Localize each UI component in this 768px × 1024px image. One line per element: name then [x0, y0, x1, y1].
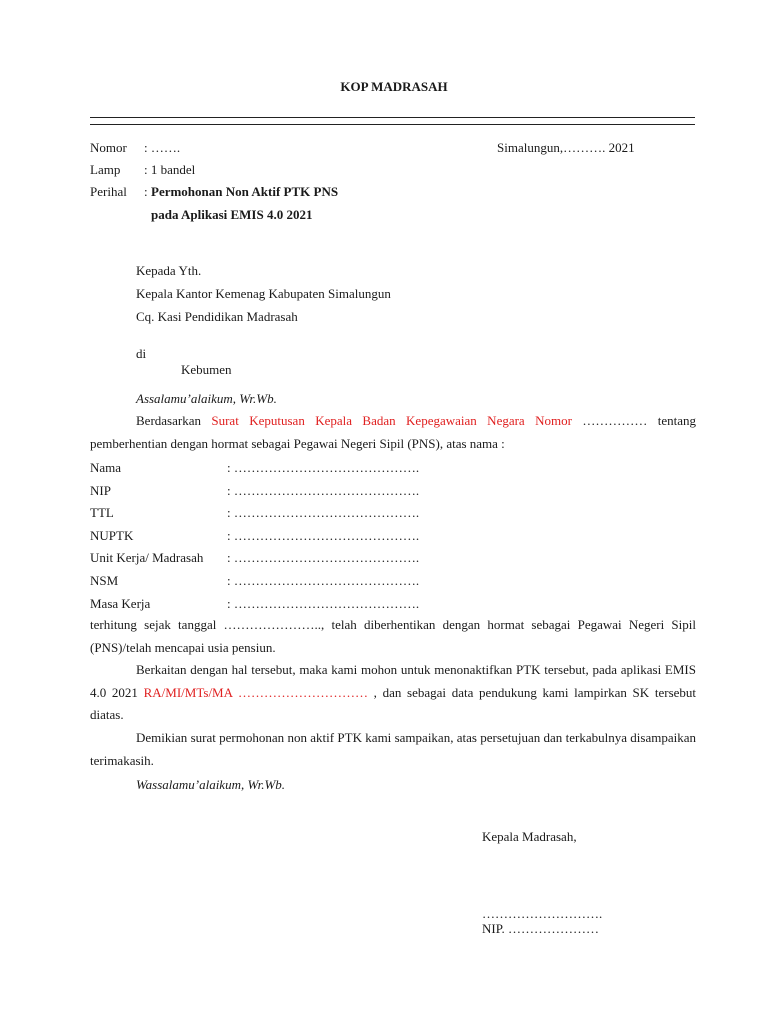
field-value-ttl: : …………………………………….: [227, 505, 420, 520]
field-label-nsm: NSM: [90, 573, 119, 588]
place-date: Simalungun,………. 2021: [497, 140, 635, 155]
recipient-line-3: Cq. Kasi Pendidikan Madrasah: [136, 309, 298, 324]
field-value-nama: : …………………………………….: [227, 460, 420, 475]
recipient-di: di: [136, 346, 147, 361]
signature-nip: NIP. …………………: [482, 921, 600, 936]
p1-rest: tentang pemberhentian dengan hormat sebagai Pegawai Negeri Sipil (PNS), atas nama :: [90, 413, 697, 451]
lamp-label: Lamp: [90, 162, 121, 177]
perihal-colon: :: [144, 184, 148, 199]
p3-dots: …………………………: [237, 684, 368, 700]
lamp-value: : 1 bandel: [144, 162, 196, 177]
field-value-unit-kerja: : …………………………………….: [227, 550, 420, 565]
recipient-line-2: Kepala Kantor Kemenag Kabupaten Simalungun: [136, 286, 391, 301]
paragraph-3: [90, 659, 696, 727]
field-label-masa-kerja: Masa Kerja: [90, 596, 151, 611]
field-label-nuptk: NUPTK: [90, 528, 134, 543]
signature-title: Kepala Madrasah,: [482, 829, 577, 844]
closing-greeting: Wassalamu’alaikum, Wr.Wb.: [136, 777, 286, 792]
field-value-nsm: : …………………………………….: [227, 573, 420, 588]
field-label-ttl: TTL: [90, 505, 114, 520]
letterhead-rule-top: [90, 117, 695, 118]
perihal-label: Perihal: [90, 184, 127, 199]
field-label-nama: Nama: [90, 460, 122, 475]
p3-madrasah-type: RA/MI/MTs/MA: [143, 684, 233, 700]
field-value-nuptk: : …………………………………….: [227, 528, 420, 543]
field-value-masa-kerja: : …………………………………….: [227, 596, 420, 611]
paragraph-1: [90, 410, 696, 455]
field-label-unit-kerja: Unit Kerja/ Madrasah: [90, 550, 204, 565]
perihal-line-1: Permohonan Non Aktif PTK PNS: [151, 184, 339, 199]
field-value-nip: : …………………………………….: [227, 483, 420, 498]
p1-dots: ……………: [582, 413, 648, 428]
p1-reference: Surat Keputusan Kepala Badan Kepegawaian Negara Nomor: [211, 413, 572, 428]
greeting: Assalamu’alaikum, Wr.Wb.: [136, 391, 277, 406]
recipient-line-1: Kepada Yth.: [136, 263, 202, 278]
letterhead-rule-bottom: [90, 124, 695, 125]
letterhead-title: KOP MADRASAH: [340, 79, 448, 94]
p1-start: Berdasarkan: [136, 413, 201, 428]
recipient-city: Kebumen: [181, 362, 232, 377]
signature-name-dots: ……………………….: [482, 906, 603, 921]
p3-end: , dan sebagai data pendukung kami lampirkan SK tersebut diatas.: [90, 684, 697, 722]
paragraph-4: Demikian surat permohonan non aktif PTK kami sampaikan, atas persetujuan dan terkabulnya disampaikan terimakasih.: [90, 730, 696, 768]
nomor-label: Nomor: [90, 140, 127, 155]
nomor-value: : …….: [144, 140, 181, 155]
paragraph-2: terhitung sejak tanggal ………………….., telah diberhentikan dengan hormat sebagai Pegawai Negeri Sipil (PNS)/telah mencapai usia pensiun.: [90, 617, 696, 655]
field-label-nip: NIP: [90, 483, 111, 498]
p3-start: Berkaitan dengan hal tersebut, maka kami mohon untuk menonaktifkan PTK tersebut, pada aplikasi EMIS 4.0 2021: [90, 662, 696, 700]
perihal-line-2: pada Aplikasi EMIS 4.0 2021: [151, 207, 313, 222]
